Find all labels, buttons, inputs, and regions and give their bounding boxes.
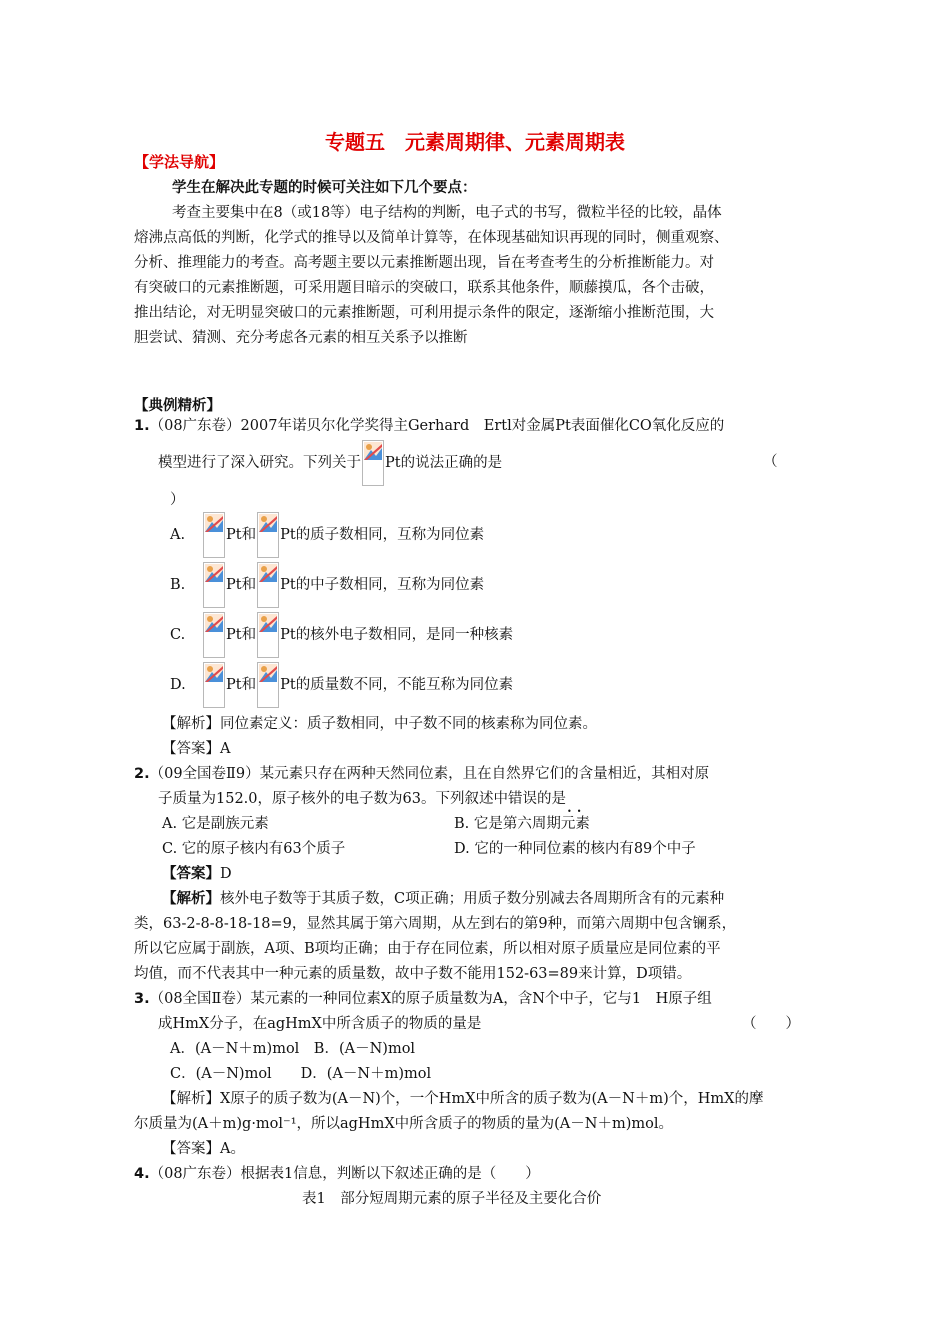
question-2-analysis-line: 类，63-2-8-8-18-18=9，显然其属于第六周期，从左到右的第9种，而第六周期中包含镧系， [134,916,737,932]
pt-symbol: Pt [280,677,296,693]
answer-paren: （ ） [742,1016,800,1032]
answer-label: 【答案】 [162,866,220,882]
question-3-analysis-line: 【解析】X原子的质子数为(A－N)个，一个HmX中所含的质子数为(A－N＋m)个，HmX的摩 [162,1091,764,1107]
isotope-image-placeholder-icon [203,562,225,608]
isotope-image-placeholder-icon [257,612,279,658]
isotope-image-placeholder-icon [203,512,225,558]
pt-symbol: Pt [226,577,242,593]
and-word: 和 [241,527,257,543]
question-2-line-2: 子质量为152.0，原子核外的电子数为63。下列叙述中错误的是 [158,791,566,807]
analysis-text: 核外电子数等于其质子数，C项正确；用质子数分别减去各周期所含有的元素种 [220,891,725,907]
option-c [170,612,513,658]
table-caption: 表1 部分短周期元素的原子半径及主要化合价 [302,1191,602,1207]
option-text: 的质量数不同，不能互称为同位素 [295,677,514,693]
isotope-image-placeholder-icon [257,512,279,558]
question-text: 模型进行了深入研究。下列关于 [158,455,361,471]
question-1-answer: 【答案】A [162,741,231,757]
option-d: D. 它的一种同位素的核内有89个中子 [454,841,696,857]
question-text: （08广东卷）2007年诺贝尔化学奖得主Gerhard Ertl对金属Pt表面催化CO氧化反应的 [149,418,725,434]
option-c: C. 它的原子核内有63个质子 [162,841,346,857]
question-number: 1. [134,418,150,434]
answer-value: D [220,866,232,882]
isotope-image-placeholder-icon [203,662,225,708]
guide-lead: 学生在解决此专题的时候可关注如下几个要点： [172,180,477,196]
question-text: （08广东卷）根据表1信息，判断以下叙述正确的是（ ） [149,1166,540,1182]
and-word: 和 [241,677,257,693]
option-a: A. 它是副族元素 [162,816,269,832]
option-label: A. [170,527,186,543]
pt-symbol: Pt [280,527,296,543]
option-text: 的中子数相同，互称为同位素 [295,577,485,593]
question-text: （08全国Ⅱ卷）某元素的一种同位素X的原子质量数为A，含N个中子，它与1 H原子组 [149,991,712,1007]
pt-symbol: Pt [226,627,242,643]
isotope-image-placeholder-icon [203,612,225,658]
question-number: 4. [134,1166,150,1182]
guide-line: 推出结论，对无明显突破口的元素推断题，可利用提示条件的限定，逐渐缩小推断范围，大 [134,305,714,321]
option-label: D. [170,677,186,693]
guide-heading: 【学法导航】 [134,153,225,171]
question-3-analysis-line: 尔质量为(A＋m)g·mol⁻¹，所以agHmX中所含质子的物质的量为(A－N＋m)mol。 [134,1116,673,1132]
question-3-answer: 【答案】A。 [162,1141,245,1157]
question-3-line-2: 成HmX分子，在agHmX中所含质子的物质的量是 [158,1016,482,1032]
option-b: B. 它是第六周期元素 [454,816,590,832]
option-b [170,562,484,608]
question-text: （09全国卷Ⅱ9）某元素只存在两种天然同位素，且在自然界它们的含量相近，其相对原 [149,766,710,782]
guide-line: 胆尝试、猜测、充分考虑各元素的相互关系予以推断 [134,330,468,346]
pt-symbol: Pt [280,577,296,593]
guide-line: 熔沸点高低的判断，化学式的推导以及简单计算等，在体现基础知识再现的同时，侧重观察、 [134,230,729,246]
question-2-analysis-line [162,889,724,909]
answer-paren-open: （ [763,454,778,470]
analysis-label: 【解析】 [162,891,220,907]
guide-line: 有突破口的元素推断题，可采用题目暗示的突破口，联系其他条件，顺藤摸瓜，各个击破， [134,280,714,296]
option-text: 的质子数相同，互称为同位素 [295,527,485,543]
question-2-line-1 [134,764,709,784]
question-3-line-1 [134,989,712,1009]
question-2-answer [162,864,232,884]
isotope-image-placeholder-icon [257,562,279,608]
guide-line: 考查主要集中在8（或18等）电子结构的判断，电子式的书写，微粒半径的比较，晶体 [172,205,722,221]
page-title: 专题五 元素周期律、元素周期表 [325,130,625,154]
pt-symbol: Pt [226,527,242,543]
question-4-line-1 [134,1164,540,1184]
pt-symbol: Pt [385,455,401,471]
pt-symbol: Pt [226,677,242,693]
question-1-line-1 [134,416,724,436]
pt-symbol: Pt [280,627,296,643]
answer-paren-close: ） [170,492,185,508]
options-a-b: A．(A－N＋m)mol B．(A－N)mol [170,1041,416,1057]
option-label: B. [170,577,186,593]
option-label: C. [170,627,186,643]
question-number: 3. [134,991,150,1007]
option-d [170,662,513,708]
isotope-image-placeholder-icon [362,440,384,486]
question-1-analysis: 【解析】同位素定义：质子数相同，中子数不同的核素称为同位素。 [162,716,597,732]
options-c-d: C．(A－N)mol D．(A－N＋m)mol [170,1066,432,1082]
question-1-line-2 [158,440,502,486]
guide-line: 分析、推理能力的考查。高考题主要以元素推断题出现，旨在考查考生的分析推断能力。对 [134,255,714,271]
question-text: 的说法正确的是 [400,455,503,471]
option-a [170,512,484,558]
question-2-analysis-line: 所以它应属于副族，A项、B项均正确；由于存在同位素，所以相对原子质量应是同位素的平 [134,941,721,957]
isotope-image-placeholder-icon [257,662,279,708]
question-2-analysis-line: 均值，而不代表其中一种元素的质量数，故中子数不能用152-63=89来计算，D项错。 [134,966,692,982]
and-word: 和 [241,627,257,643]
question-number: 2. [134,766,150,782]
examples-heading: 【典例精析】 [134,398,221,414]
and-word: 和 [241,577,257,593]
emphasis-dots: • • [567,807,582,816]
option-text: 的核外电子数相同，是同一种核素 [295,627,514,643]
